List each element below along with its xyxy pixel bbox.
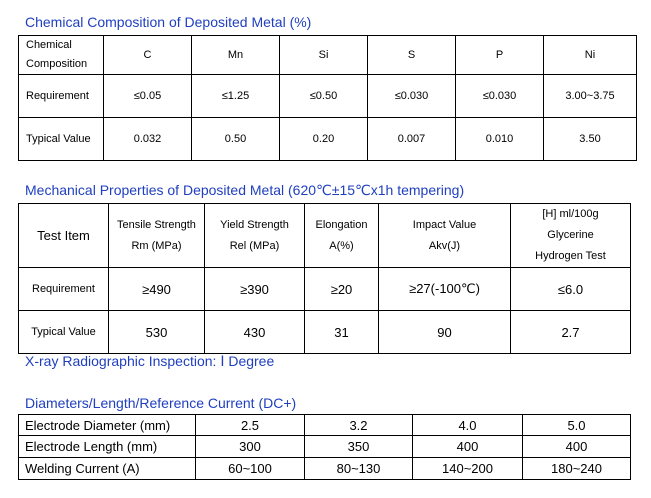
table-header-row — [19, 36, 637, 75]
mechanical-properties-heading: Mechanical Properties of Deposited Metal (620℃±15℃x1h tempering) — [25, 182, 465, 198]
table-cell: ≤0.50 — [280, 75, 368, 118]
table-cell: ≤0.030 — [368, 75, 456, 118]
table-cell: 60~100 — [196, 458, 305, 480]
table-cell: 80~130 — [305, 458, 413, 480]
header-line: Tensile Strength — [117, 218, 196, 231]
test-item-header: Test Item — [19, 204, 109, 268]
table-cell: 3.00~3.75 — [544, 75, 637, 118]
header-line: Impact Value — [412, 218, 477, 231]
element-header-p: P — [456, 36, 544, 75]
chemical-composition-table — [18, 35, 637, 161]
table-cell: 400 — [523, 436, 631, 458]
header-line: [H] ml/100g — [542, 208, 599, 220]
table-cell: ≤0.030 — [456, 75, 544, 118]
elongation-header — [305, 204, 379, 268]
row-label: Welding Current (A) — [19, 458, 196, 480]
row-label: Electrode Length (mm) — [19, 436, 196, 458]
table-cell: 2.7 — [511, 311, 631, 354]
header-line: Akv(J) — [428, 239, 461, 252]
row-label: Requirement — [19, 75, 104, 118]
table-cell: 5.0 — [523, 415, 631, 436]
table-cell: ≤1.25 — [192, 75, 280, 118]
table-cell: 3.2 — [305, 415, 413, 436]
table-cell: ≥490 — [109, 268, 205, 311]
yield-strength-header — [205, 204, 305, 268]
table-cell: 0.007 — [368, 118, 456, 161]
hydrogen-test-header — [511, 204, 631, 268]
diameters-table — [18, 414, 631, 480]
header-line: Rel (MPa) — [229, 239, 280, 252]
element-header-si: Si — [280, 36, 368, 75]
chemical-composition-heading: Chemical Composition of Deposited Metal (%) — [25, 14, 312, 30]
table-row — [19, 268, 631, 311]
table-cell: 430 — [205, 311, 305, 354]
element-header-c: C — [104, 36, 192, 75]
table-row — [19, 436, 631, 458]
mechanical-properties-table — [18, 203, 631, 354]
table-cell: 31 — [305, 311, 379, 354]
header-label-line: Composition — [26, 58, 88, 70]
table-cell: ≤0.05 — [104, 75, 192, 118]
element-header-s: S — [368, 36, 456, 75]
table-cell: ≥27(-100℃) — [379, 268, 511, 311]
header-line: Rm (MPa) — [131, 239, 182, 252]
header-label-line: Chemical — [26, 39, 72, 51]
header-line: Yield Strength — [220, 218, 289, 231]
table-cell: 400 — [413, 436, 523, 458]
table-cell: 0.032 — [104, 118, 192, 161]
composition-header-cell — [19, 36, 104, 75]
diameters-heading: Diameters/Length/Reference Current (DC+) — [25, 395, 297, 411]
row-label: Typical Value — [19, 311, 109, 354]
table-cell: 140~200 — [413, 458, 523, 480]
header-line: Hydrogen Test — [535, 250, 606, 262]
table-cell: 2.5 — [196, 415, 305, 436]
table-cell: 0.20 — [280, 118, 368, 161]
table-header-row — [19, 204, 631, 268]
table-row — [19, 458, 631, 480]
table-cell: 4.0 — [413, 415, 523, 436]
element-header-ni: Ni — [544, 36, 637, 75]
table-cell: 180~240 — [523, 458, 631, 480]
impact-value-header — [379, 204, 511, 268]
table-row — [19, 415, 631, 436]
table-row — [19, 311, 631, 354]
table-row — [19, 118, 637, 161]
element-header-mn: Mn — [192, 36, 280, 75]
table-cell: 90 — [379, 311, 511, 354]
header-line: Glycerine — [547, 229, 594, 241]
row-label: Requirement — [19, 268, 109, 311]
row-label: Electrode Diameter (mm) — [19, 415, 196, 436]
header-line: Elongation — [315, 218, 368, 231]
table-row — [19, 75, 637, 118]
header-line: A(%) — [329, 239, 354, 252]
tensile-strength-header — [109, 204, 205, 268]
table-cell: 350 — [305, 436, 413, 458]
table-cell: 0.50 — [192, 118, 280, 161]
table-cell: ≥390 — [205, 268, 305, 311]
row-label: Typical Value — [19, 118, 104, 161]
table-cell: 530 — [109, 311, 205, 354]
table-cell: 300 — [196, 436, 305, 458]
xray-inspection-text: X-ray Radiographic Inspection: Ⅰ Degree — [25, 353, 275, 369]
table-cell: 0.010 — [456, 118, 544, 161]
table-cell: ≥20 — [305, 268, 379, 311]
table-cell: 3.50 — [544, 118, 637, 161]
table-cell: ≤6.0 — [511, 268, 631, 311]
